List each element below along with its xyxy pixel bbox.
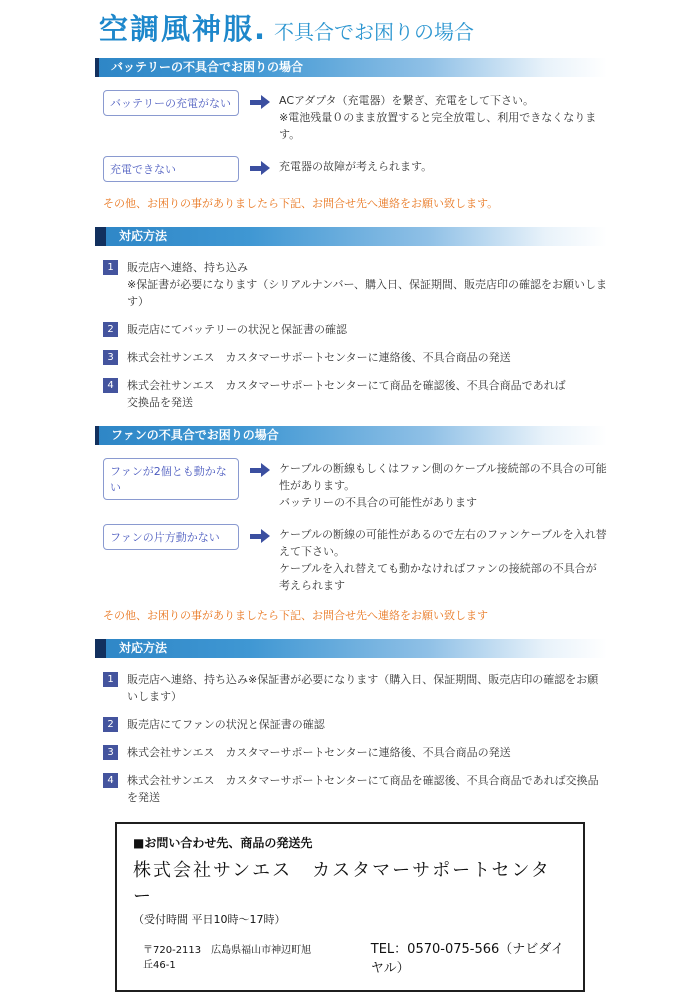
battery-step-1 (103, 259, 607, 310)
remedy-line: 充電器の故障が考えられます。 (279, 160, 433, 173)
battery-flow-row-no-charge (103, 90, 607, 143)
remedy-line: ケーブルの断線もしくはファン側のケーブル接続部の不具合の可能性があります。 (279, 462, 607, 492)
step-number-badge: 4 (103, 378, 118, 393)
step-text (127, 671, 607, 705)
battery-step-2 (103, 321, 607, 338)
step-line: 販売店にてファンの状況と保証書の確認 (127, 718, 325, 731)
step-number-badge: 2 (103, 322, 118, 337)
step-number-badge: 3 (103, 350, 118, 365)
fan-flow-row-both-stopped (103, 458, 607, 511)
battery-step-3 (103, 349, 607, 366)
symptom-box-one-fan-stopped: ファンの片方動かない (103, 524, 239, 550)
step-line: ※保証書が必要になります（シリアルナンバー、購入日、保証期間、販売店印の確認をお願いします） (127, 278, 608, 308)
step-line: 株式会社サンエス カスタマーサポートセンターに連絡後、不具合商品の発送 (127, 746, 511, 759)
section-header-fan-method: 対応方法 (95, 639, 607, 658)
step-line: 株式会社サンエス カスタマーサポートセンターにて商品を確認後、不具合商品であれば交換品を発送 (127, 774, 599, 804)
step-line: 販売店へ連絡、持ち込み (127, 261, 248, 274)
step-number-badge: 2 (103, 717, 118, 732)
step-line: 販売店にてバッテリーの状況と保証書の確認 (127, 323, 347, 336)
contact-company-name: 株式会社サンエス カスタマーサポートセンター (133, 860, 551, 907)
page-title (99, 7, 607, 48)
fan-flow-row-one-stopped (103, 524, 607, 594)
step-text (127, 772, 607, 806)
step-text (127, 716, 325, 733)
remedy-line: ケーブルの断線の可能性があるので左右のファンケーブルを入れ替えて下さい。 (279, 528, 607, 558)
step-number-badge: 4 (103, 773, 118, 788)
symptom-box-battery-no-charge: バッテリーの充電がない (103, 90, 239, 116)
contact-note-battery: その他、お困りの事がありましたら下記、お問合せ先へ連絡をお願い致します。 (103, 197, 499, 210)
remedy-line: バッテリーの不具合の可能性があります (279, 496, 477, 509)
step-text (127, 377, 566, 411)
step-line: 株式会社サンエス カスタマーサポートセンターにて商品を確認後、不具合商品であれば (127, 379, 566, 392)
contact-info-box (115, 822, 585, 992)
brand-logo-text: 空調風神服 (99, 12, 255, 46)
right-arrow-icon (250, 95, 270, 109)
step-line: 販売店へ連絡、持ち込み※保証書が必要になります（購入日、保証期間、販売店印の確認をお願いします） (127, 673, 599, 703)
remedy-text (279, 458, 607, 511)
step-text (127, 744, 511, 761)
page-subtitle: 不具合でお困りの場合 (274, 20, 475, 44)
fan-step-4 (103, 772, 607, 806)
fan-step-3 (103, 744, 607, 761)
symptom-box-cannot-charge: 充電できない (103, 156, 239, 182)
contact-note-fan: その他、お困りの事がありましたら下記、お問合せ先へ連絡をお願い致します (103, 609, 488, 622)
right-arrow-icon (250, 463, 270, 477)
contact-hours: （受付時間 平日10時～17時） (133, 913, 286, 926)
step-number-badge: 1 (103, 260, 118, 275)
remedy-text (279, 156, 432, 175)
remedy-text (279, 90, 607, 143)
section-header-battery-method: 対応方法 (95, 227, 607, 246)
brand-logo-dot: . (254, 12, 266, 46)
symptom-box-both-fans-stopped: ファンが2個とも動かない (103, 458, 239, 500)
section-header-fan-trouble: ファンの不具合でお困りの場合 (95, 426, 607, 445)
contact-phone-number: TEL：0570-075-566（ナビダイヤル） (370, 942, 565, 976)
step-number-badge: 3 (103, 745, 118, 760)
fan-step-1 (103, 671, 607, 705)
contact-address-tel-row (133, 938, 567, 976)
remedy-text (279, 524, 607, 594)
contact-address: 〒720-2113 広島県福山市神辺町旭丘46-1 (143, 945, 312, 971)
step-number-badge: 1 (103, 672, 118, 687)
remedy-line: ※電池残量０のまま放置すると完全放電し、利用できなくなります。 (279, 111, 597, 141)
remedy-line: ケーブルを入れ替えても動かなければファンの接続部の不具合が考えられます (279, 562, 597, 592)
step-text (127, 321, 347, 338)
battery-flow-row-cannot-charge (103, 156, 607, 182)
right-arrow-icon (250, 161, 270, 175)
right-arrow-icon (250, 529, 270, 543)
battery-step-4 (103, 377, 607, 411)
step-text (127, 259, 607, 310)
step-line: 交換品を発送 (127, 396, 193, 409)
step-text (127, 349, 511, 366)
fan-step-2 (103, 716, 607, 733)
step-line: 株式会社サンエス カスタマーサポートセンターに連絡後、不具合商品の発送 (127, 351, 511, 364)
content-column (95, 0, 607, 992)
section-header-battery-trouble: バッテリーの不具合でお困りの場合 (95, 58, 607, 77)
remedy-line: ACアダプタ（充電器）を繋ぎ、充電をして下さい。 (279, 94, 535, 107)
contact-heading: ■お問い合わせ先、商品の発送先 (133, 836, 313, 850)
